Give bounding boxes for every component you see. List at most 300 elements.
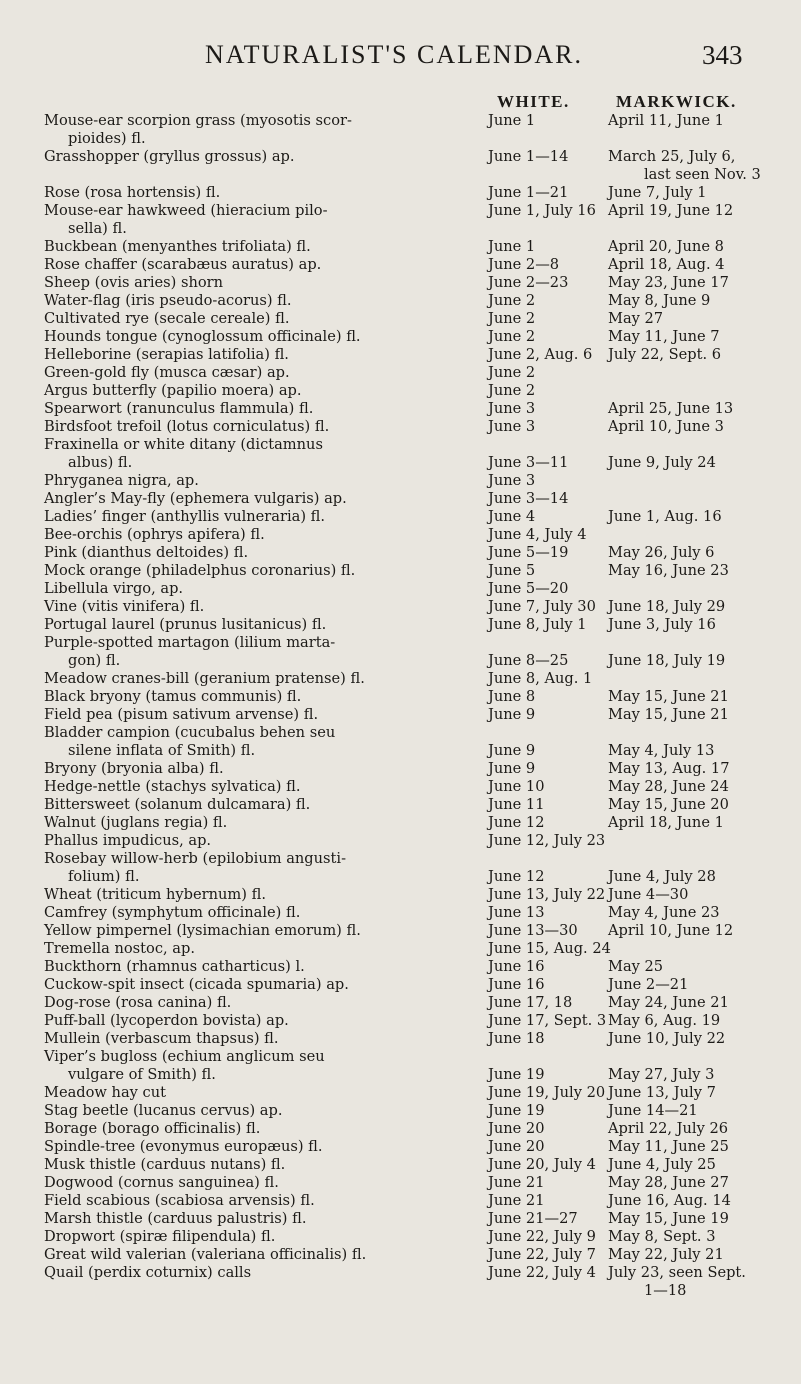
white-date — [488, 382, 608, 400]
white-date — [488, 202, 608, 220]
table-row — [0, 1138, 801, 1156]
table-row — [0, 1246, 801, 1264]
white-date-line: June 2—8 — [488, 256, 560, 273]
white-date-line: June 2 — [488, 364, 536, 381]
markwick-date-line: May 15, June 21 — [608, 688, 729, 705]
markwick-date — [608, 1210, 793, 1228]
markwick-date — [608, 922, 793, 940]
table-row — [0, 1156, 801, 1174]
white-date — [488, 562, 608, 580]
table-row — [0, 778, 801, 796]
white-date-line: June 2, Aug. 6 — [488, 346, 593, 363]
white-date — [488, 148, 608, 166]
white-date — [488, 724, 608, 760]
markwick-date-line: April 19, June 12 — [608, 202, 734, 219]
species-name-line: Puff-ball (lycoperdon bovista) ap. — [44, 1012, 289, 1029]
markwick-date — [608, 1012, 793, 1030]
markwick-date-line: April 18, Aug. 4 — [608, 256, 725, 273]
table-row — [0, 184, 801, 202]
markwick-date-line: April 20, June 8 — [608, 238, 724, 255]
species-name — [0, 796, 488, 814]
markwick-date — [608, 346, 793, 364]
white-date — [488, 850, 608, 886]
species-name — [0, 544, 488, 562]
markwick-date-line: March 25, July 6, — [608, 148, 736, 165]
table-row — [0, 238, 801, 256]
markwick-date — [608, 1174, 793, 1192]
markwick-date-line: April 22, July 26 — [608, 1120, 729, 1137]
species-name — [0, 1156, 488, 1174]
white-date — [488, 1156, 608, 1174]
species-name-line: albus) fl. — [68, 454, 133, 471]
table-row — [0, 1102, 801, 1120]
markwick-date — [608, 418, 793, 436]
species-name — [0, 598, 488, 616]
white-date-line: June 16 — [488, 958, 545, 975]
markwick-date-line: May 27, July 3 — [608, 1066, 715, 1083]
species-name — [0, 562, 488, 580]
species-name-line: Field scabious (scabiosa arvensis) fl. — [44, 1192, 315, 1209]
white-date — [488, 922, 608, 940]
table-row — [0, 562, 801, 580]
markwick-date-line — [608, 850, 793, 868]
markwick-date — [608, 886, 793, 904]
white-date-line: June 20, July 4 — [488, 1156, 596, 1173]
markwick-date-line: June 16, Aug. 14 — [608, 1192, 731, 1209]
white-date — [488, 526, 608, 544]
column-heading-white: WHITE. — [497, 92, 570, 111]
white-date-line — [488, 1048, 608, 1066]
species-name — [0, 940, 488, 958]
white-date-line: June 1, July 16 — [488, 202, 596, 219]
white-date — [488, 400, 608, 418]
species-name-line: Portugal laurel (prunus lusitanicus) fl. — [44, 616, 327, 633]
markwick-date-line: May 4, July 13 — [608, 742, 715, 759]
column-heading-markwick: MARKWICK. — [616, 92, 737, 111]
species-name — [0, 490, 488, 508]
species-name-line: folium) fl. — [68, 868, 140, 885]
white-date — [488, 1138, 608, 1156]
markwick-date — [608, 382, 793, 400]
markwick-date-line: June 3, July 16 — [608, 616, 716, 633]
running-header — [0, 40, 801, 80]
markwick-date — [608, 580, 793, 598]
markwick-date — [608, 112, 793, 130]
white-date-line — [488, 634, 608, 652]
markwick-date — [608, 760, 793, 778]
markwick-date-line: May 11, June 25 — [608, 1138, 729, 1155]
white-date-line: June 20 — [488, 1120, 545, 1137]
species-name-line: Green-gold fly (musca cæsar) ap. — [44, 364, 290, 381]
markwick-date — [608, 202, 793, 220]
white-date — [488, 796, 608, 814]
species-name-line: Bladder campion (cucubalus behen seu — [44, 724, 336, 741]
page-number: 343 — [702, 40, 743, 70]
white-date — [488, 1174, 608, 1192]
white-date — [488, 778, 608, 796]
species-name-line: Bittersweet (solanum dulcamara) fl. — [44, 796, 311, 813]
markwick-date-line — [608, 832, 793, 850]
markwick-date — [608, 472, 793, 490]
species-name — [0, 724, 488, 760]
markwick-date-line: June 1, Aug. 16 — [608, 508, 722, 525]
table-row — [0, 1084, 801, 1102]
species-name — [0, 436, 488, 472]
markwick-date-line: June 7, July 1 — [608, 184, 707, 201]
species-name — [0, 1084, 488, 1102]
white-date-line: June 19 — [488, 1066, 545, 1083]
markwick-date — [608, 274, 793, 292]
white-date — [488, 598, 608, 616]
species-name-line: Buckbean (menyanthes trifoliata) fl. — [44, 238, 311, 255]
white-date-line: June 12, July 23 — [488, 832, 606, 849]
species-name-line: Wheat (triticum hybernum) fl. — [44, 886, 266, 903]
table-row — [0, 904, 801, 922]
white-date — [488, 940, 611, 958]
markwick-date — [608, 1084, 793, 1102]
species-name — [0, 760, 488, 778]
species-name — [0, 364, 488, 382]
markwick-date-line: April 11, June 1 — [608, 112, 724, 129]
species-name-line: Helleborine (serapias latifolia) fl. — [44, 346, 289, 363]
white-date-line: June 19, July 20 — [488, 1084, 606, 1101]
white-date-line: June 22, July 9 — [488, 1228, 596, 1245]
species-name — [0, 832, 488, 850]
white-date-line: June 8, July 1 — [488, 616, 587, 633]
white-date-line: June 17, Sept. 3 — [488, 1012, 607, 1029]
white-date — [488, 814, 608, 832]
species-name-line: gon) fl. — [68, 652, 121, 669]
table-row — [0, 508, 801, 526]
markwick-date — [608, 544, 793, 562]
table-row — [0, 1030, 801, 1048]
markwick-date-line: May 28, June 24 — [608, 778, 729, 795]
page-title: NATURALIST'S CALENDAR. — [205, 40, 584, 69]
species-name — [0, 958, 488, 976]
markwick-date — [608, 1228, 793, 1246]
species-name — [0, 778, 488, 796]
markwick-date-line: May 8, June 9 — [608, 292, 711, 309]
species-name — [0, 1138, 488, 1156]
species-name-line: Camfrey (symphytum officinale) fl. — [44, 904, 301, 921]
table-row — [0, 112, 801, 148]
markwick-date-line — [608, 1048, 793, 1066]
markwick-date-line — [608, 472, 793, 490]
markwick-date-line: May 13, Aug. 17 — [608, 760, 730, 777]
species-name-line: Rose (rosa hortensis) fl. — [44, 184, 221, 201]
markwick-date — [608, 904, 793, 922]
markwick-date — [608, 310, 793, 328]
species-name — [0, 328, 488, 346]
white-date-line — [488, 724, 608, 742]
table-row — [0, 922, 801, 940]
table-row — [0, 616, 801, 634]
markwick-date — [608, 724, 793, 760]
species-name — [0, 814, 488, 832]
markwick-date-line: May 11, June 7 — [608, 328, 720, 345]
table-row — [0, 760, 801, 778]
white-date-line: June 1 — [488, 112, 536, 129]
white-date — [488, 1102, 608, 1120]
markwick-date — [608, 832, 793, 850]
species-name — [0, 616, 488, 634]
species-name-line: Meadow cranes-bill (geranium pratense) fl. — [44, 670, 365, 687]
markwick-date — [608, 616, 793, 634]
white-date — [488, 634, 608, 670]
table-row — [0, 328, 801, 346]
table-row — [0, 310, 801, 328]
species-name-line: Grasshopper (gryllus grossus) ap. — [44, 148, 295, 165]
white-date-line: June 21—27 — [488, 1210, 578, 1227]
white-date — [488, 472, 608, 490]
species-name — [0, 472, 488, 490]
white-date-line — [488, 436, 608, 454]
species-name — [0, 1048, 488, 1084]
table-row — [0, 832, 801, 850]
species-name — [0, 256, 488, 274]
white-date — [488, 1120, 608, 1138]
species-name — [0, 1102, 488, 1120]
species-name-line: Hedge-nettle (stachys sylvatica) fl. — [44, 778, 301, 795]
table-row — [0, 1048, 801, 1084]
white-date-line: June 12 — [488, 868, 545, 885]
markwick-date — [608, 1102, 793, 1120]
table-row — [0, 256, 801, 274]
markwick-date-line: May 27 — [608, 310, 664, 327]
species-name-line: Buckthorn (rhamnus catharticus) l. — [44, 958, 305, 975]
species-name — [0, 400, 488, 418]
markwick-date — [608, 1192, 793, 1210]
markwick-date-line: May 8, Sept. 3 — [608, 1228, 716, 1245]
markwick-date — [608, 706, 793, 724]
markwick-date — [608, 328, 793, 346]
species-name — [0, 202, 488, 238]
white-date — [488, 310, 608, 328]
table-row — [0, 1210, 801, 1228]
white-date — [488, 184, 608, 202]
white-date-line: June 22, July 7 — [488, 1246, 596, 1263]
white-date — [488, 436, 608, 472]
species-name — [0, 670, 488, 688]
markwick-date-line: June 14—21 — [608, 1102, 698, 1119]
species-name-line: Fraxinella or white ditany (dictamnus — [44, 436, 323, 453]
species-name-line: Angler’s May-fly (ephemera vulgaris) ap. — [44, 490, 347, 507]
species-name — [0, 706, 488, 724]
white-date — [488, 274, 608, 292]
species-name — [0, 1120, 488, 1138]
markwick-date-line — [608, 670, 793, 688]
species-name-line: Bee-orchis (ophrys apifera) fl. — [44, 526, 265, 543]
table-row — [0, 292, 801, 310]
table-row — [0, 274, 801, 292]
markwick-date-line: May 16, June 23 — [608, 562, 729, 579]
white-date-line: June 20 — [488, 1138, 545, 1155]
species-name-line: Phallus impudicus, ap. — [44, 832, 212, 849]
species-name-line: Pink (dianthus deltoides) fl. — [44, 544, 249, 561]
white-date — [488, 544, 608, 562]
species-name — [0, 1192, 488, 1210]
markwick-date — [608, 364, 793, 382]
species-name-line: Spindle-tree (evonymus europæus) fl. — [44, 1138, 323, 1155]
white-date-line: June 1—14 — [488, 148, 569, 165]
white-date-line: June 21 — [488, 1174, 545, 1191]
table-row — [0, 436, 801, 472]
table-row — [0, 706, 801, 724]
white-date-line: June 13—30 — [488, 922, 578, 939]
white-date — [488, 886, 608, 904]
markwick-date-line: May 15, June 19 — [608, 1210, 729, 1227]
white-date — [488, 688, 608, 706]
species-name — [0, 634, 488, 670]
markwick-date — [608, 490, 793, 508]
white-date-line: June 11 — [488, 796, 545, 813]
species-name-line: Spearwort (ranunculus flammula) fl. — [44, 400, 314, 417]
table-row — [0, 580, 801, 598]
markwick-date-line — [608, 634, 793, 652]
white-date — [488, 346, 608, 364]
markwick-date — [608, 688, 793, 706]
white-date — [488, 364, 608, 382]
white-date — [488, 418, 608, 436]
markwick-date-line — [608, 364, 793, 382]
species-name-line: Cuckow-spit insect (cicada spumaria) ap. — [44, 976, 349, 993]
table-row — [0, 886, 801, 904]
species-name — [0, 1228, 488, 1246]
table-row — [0, 994, 801, 1012]
species-name — [0, 508, 488, 526]
white-date — [488, 1084, 608, 1102]
table-row — [0, 1192, 801, 1210]
species-name — [0, 1264, 488, 1282]
markwick-date — [608, 994, 793, 1012]
species-name-line: Water-flag (iris pseudo-acorus) fl. — [44, 292, 292, 309]
white-date — [488, 256, 608, 274]
species-name-line: Argus butterfly (papilio moera) ap. — [44, 382, 302, 399]
table-row — [0, 490, 801, 508]
species-name-line: Dogwood (cornus sanguinea) fl. — [44, 1174, 279, 1191]
white-date — [488, 976, 608, 994]
table-row — [0, 148, 801, 184]
species-name — [0, 1012, 488, 1030]
species-name-line: Borage (borago officinalis) fl. — [44, 1120, 261, 1137]
markwick-date-line: June 4, July 25 — [608, 1156, 716, 1173]
white-date-line: June 9 — [488, 760, 536, 777]
markwick-date — [608, 184, 793, 202]
species-name-line: Tremella nostoc, ap. — [44, 940, 195, 957]
white-date-line: June 19 — [488, 1102, 545, 1119]
markwick-date — [608, 292, 793, 310]
markwick-date — [608, 256, 793, 274]
species-name-line: Dog-rose (rosa canina) fl. — [44, 994, 232, 1011]
species-name-line: Ladies’ finger (anthyllis vulneraria) fl. — [44, 508, 326, 525]
species-name — [0, 904, 488, 922]
markwick-date — [608, 670, 793, 688]
white-date-line — [488, 850, 608, 868]
table-row — [0, 958, 801, 976]
markwick-date-line: May 25 — [608, 958, 664, 975]
markwick-date-line: June 18, July 19 — [608, 652, 726, 669]
white-date-line: June 5 — [488, 562, 536, 579]
species-name-line: Dropwort (spiræ filipendula) fl. — [44, 1228, 276, 1245]
markwick-date — [608, 850, 793, 886]
species-name-line: sella) fl. — [68, 220, 127, 237]
table-row — [0, 364, 801, 382]
markwick-date-line: July 22, Sept. 6 — [608, 346, 722, 363]
white-date — [488, 706, 608, 724]
markwick-date-line — [608, 490, 793, 508]
calendar-table — [0, 112, 801, 1300]
markwick-date-line: June 10, July 22 — [608, 1030, 726, 1047]
species-name-line: Mock orange (philadelphus coronarius) fl. — [44, 562, 356, 579]
white-date-line: June 18 — [488, 1030, 545, 1047]
species-name-line: vulgare of Smith) fl. — [68, 1066, 216, 1083]
species-name — [0, 292, 488, 310]
species-name-line: Hounds tongue (cynoglossum officinale) fl. — [44, 328, 361, 345]
white-date — [488, 1192, 608, 1210]
species-name-line: Musk thistle (carduus nutans) fl. — [44, 1156, 286, 1173]
markwick-date-line: June 4, July 28 — [608, 868, 716, 885]
species-name — [0, 346, 488, 364]
white-date-line: June 9 — [488, 706, 536, 723]
markwick-date — [608, 598, 793, 616]
species-name-line: Marsh thistle (carduus palustris) fl. — [44, 1210, 307, 1227]
species-name-line: Walnut (juglans regia) fl. — [44, 814, 228, 831]
species-name-line: Stag beetle (lucanus cervus) ap. — [44, 1102, 283, 1119]
white-date-line: June 13, July 22 — [488, 886, 606, 903]
markwick-date-line — [608, 940, 793, 958]
markwick-date — [608, 1030, 793, 1048]
markwick-date — [608, 1138, 793, 1156]
white-date-line: June 8—25 — [488, 652, 569, 669]
white-date-line: June 5—20 — [488, 580, 569, 597]
white-date — [488, 490, 608, 508]
species-name — [0, 922, 488, 940]
species-name — [0, 886, 488, 904]
species-name-line: Viper’s bugloss (echium anglicum seu — [44, 1048, 325, 1065]
markwick-date-line: July 23, seen Sept. — [608, 1264, 746, 1281]
white-date — [488, 904, 608, 922]
table-row — [0, 796, 801, 814]
white-date-line: June 13 — [488, 904, 545, 921]
white-date-line: June 5—19 — [488, 544, 569, 561]
markwick-date-line: April 18, June 1 — [608, 814, 724, 831]
markwick-date — [608, 814, 793, 832]
table-row — [0, 814, 801, 832]
species-name-line: Rose chaffer (scarabæus auratus) ap. — [44, 256, 322, 273]
table-row — [0, 688, 801, 706]
markwick-date-line: May 23, June 17 — [608, 274, 729, 291]
white-date-line: June 3 — [488, 472, 536, 489]
species-name-line: Purple-spotted martagon (lilium marta- — [44, 634, 336, 651]
species-name-line: Mouse-ear scorpion grass (myosotis scor- — [44, 112, 352, 129]
white-date-line: June 22, July 4 — [488, 1264, 596, 1281]
markwick-date-line — [608, 526, 793, 544]
table-row — [0, 724, 801, 760]
markwick-date — [608, 958, 793, 976]
white-date-line: June 8, Aug. 1 — [488, 670, 593, 687]
species-name-line: Field pea (pisum sativum arvense) fl. — [44, 706, 319, 723]
white-date-line: June 17, 18 — [488, 994, 573, 1011]
markwick-date-line: May 26, July 6 — [608, 544, 715, 561]
white-date — [488, 1264, 608, 1282]
species-name — [0, 580, 488, 598]
markwick-date-line: May 22, July 21 — [608, 1246, 724, 1263]
markwick-date — [608, 400, 793, 418]
white-date-line: June 8 — [488, 688, 536, 705]
white-date — [488, 1210, 608, 1228]
markwick-date — [608, 796, 793, 814]
species-name — [0, 850, 488, 886]
